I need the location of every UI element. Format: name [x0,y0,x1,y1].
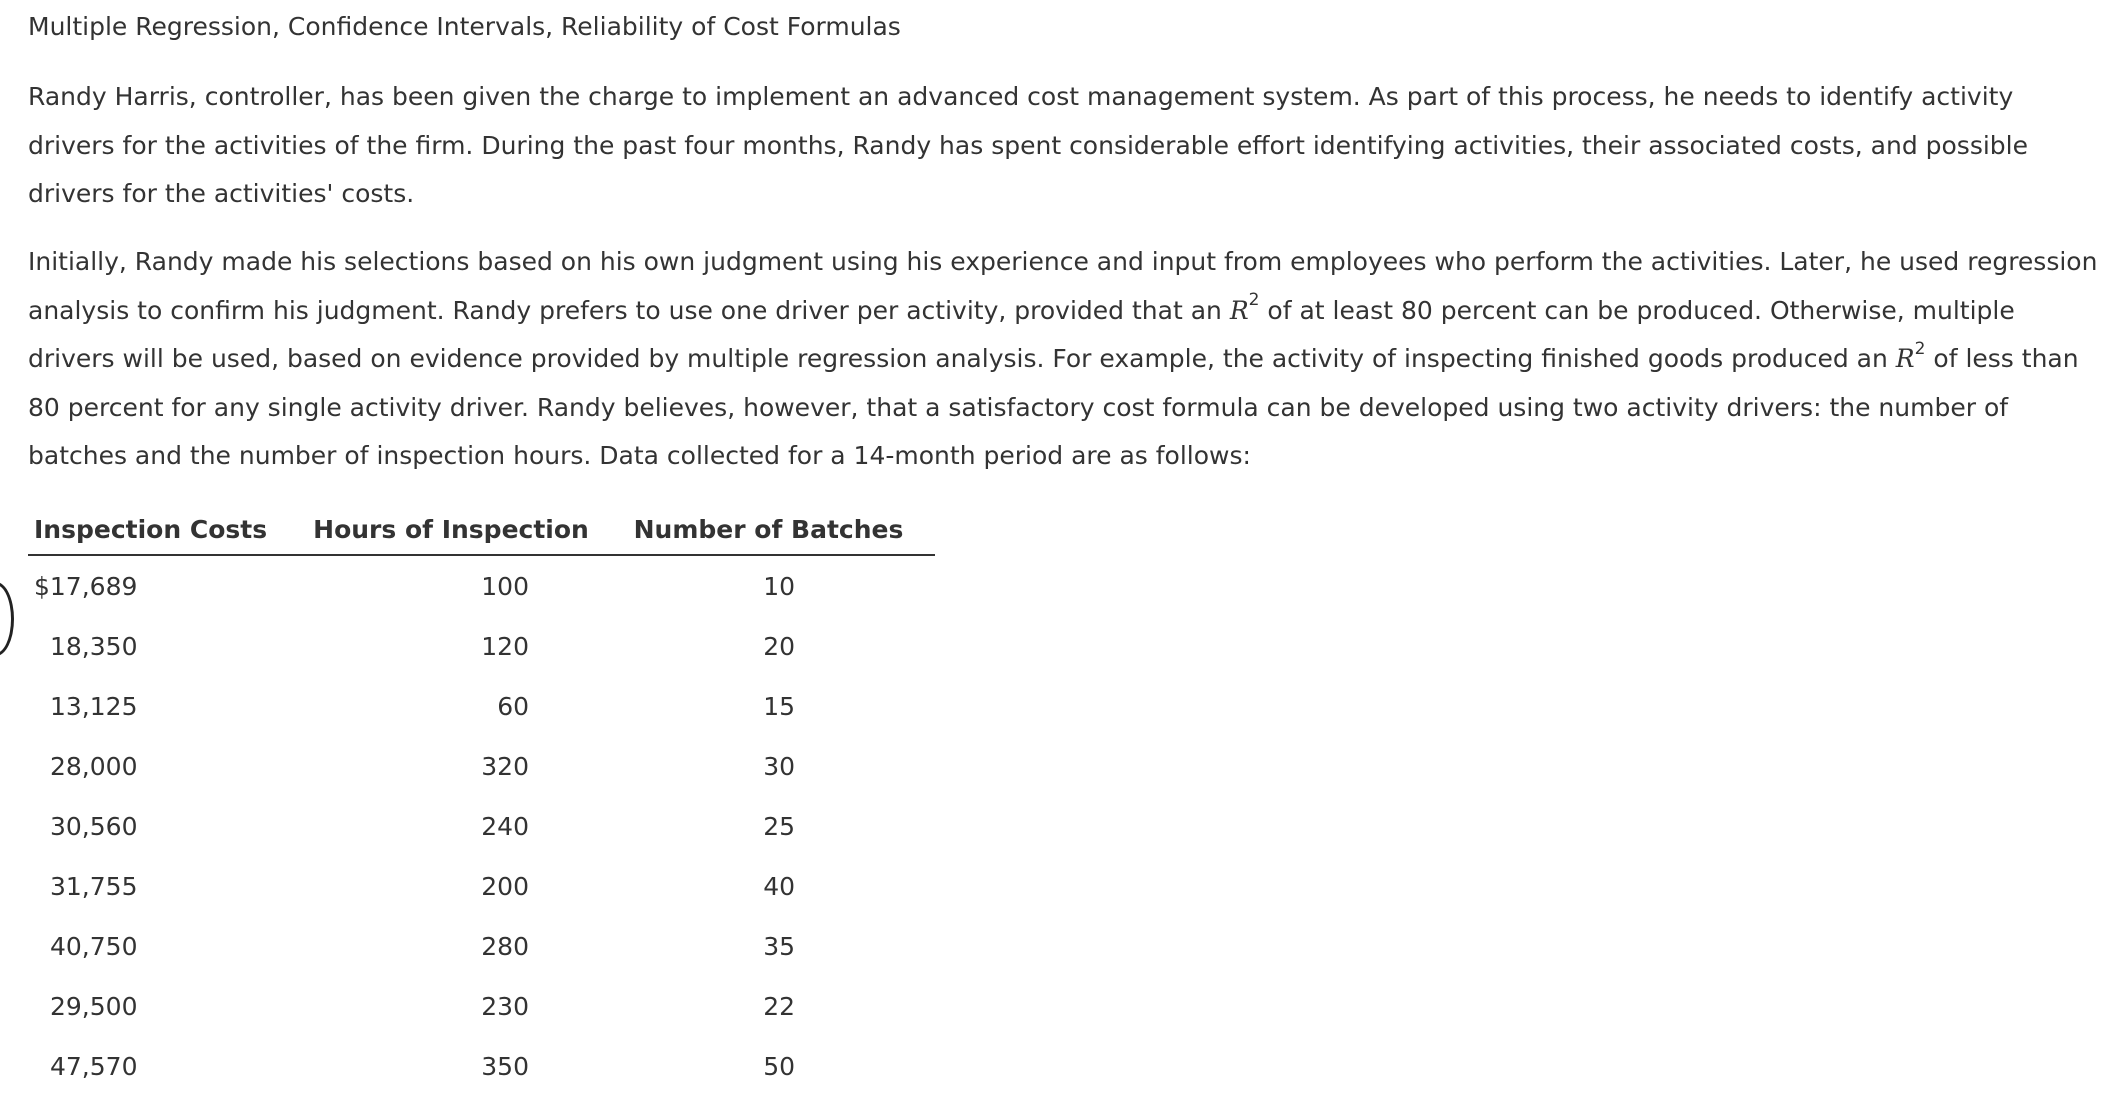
r-symbol: R [1895,344,1915,373]
cell-hours-of-inspection: 200 [481,871,529,901]
cell-inspection-cost: 29,500 [50,991,138,1021]
superscript-2: 2 [1914,338,1926,359]
cell-hours-of-inspection: 320 [481,751,529,781]
cell-inspection-cost: $17,689 [34,571,138,601]
table-row [28,916,935,976]
table-row [28,736,935,796]
paragraph-text-1: Initially, Randy made his selections based on his own judgment using his experience and input from employees who perform the activities. Later, he used regression analysis to confirm his judgment. Randy prefers to use one driver per activity, provided that an [28,247,2098,325]
inspection-data-table [28,498,935,1096]
cell-inspection-cost: 40,750 [50,931,138,961]
table-row [28,616,935,676]
header-number-of-batches: Number of Batches [602,498,935,555]
table-row [28,555,935,616]
table-row [28,976,935,1036]
paragraph-text-2: of at least 80 percent can be produced. Otherwise, multiple drivers will be used, based on evidence provided by multiple regression analysis. For example, the activity of inspecting finished goods produced an [28,295,2015,373]
paragraph-text-3: of less than 80 percent for any single activity driver. Randy believes, however, that a satisfactory cost formula can be developed using two activity drivers: the number of batches and the number of inspection hours. Data collected for a 14-month period are as follows: [28,344,2079,470]
cell-number-of-batches: 35 [763,931,795,961]
cell-inspection-cost: 28,000 [50,751,138,781]
cell-number-of-batches: 22 [763,991,795,1021]
r-symbol: R [1229,295,1249,325]
cell-inspection-cost: 31,755 [50,871,138,901]
cell-hours-of-inspection: 350 [481,1051,529,1081]
cell-inspection-cost: 30,560 [50,811,138,841]
cell-number-of-batches: 15 [763,691,795,721]
cell-number-of-batches: 50 [763,1051,795,1081]
cell-hours-of-inspection: 100 [481,571,529,601]
data-table-wrapper [28,498,935,1096]
table-header-row [28,498,935,555]
radio-circle-partial [0,582,14,656]
cell-hours-of-inspection: 240 [481,811,529,841]
problem-title: Multiple Regression, Confidence Intervals, Reliability of Cost Formulas [28,12,901,41]
cell-number-of-batches: 30 [763,751,795,781]
cell-number-of-batches: 40 [763,871,795,901]
intro-paragraph: Randy Harris, controller, has been given the charge to implement an advanced cost management system. As part of this process, he needs to identify activity drivers for the activities of the firm. During the past four months, Randy has spent considerable effort identifying activities, their associated costs, and possible drivers for the activities' costs. [28,82,2028,208]
cell-hours-of-inspection: 60 [497,691,529,721]
cell-hours-of-inspection: 120 [481,631,529,661]
table-row [28,856,935,916]
cell-inspection-cost: 47,570 [50,1051,138,1081]
table-row [28,796,935,856]
header-hours-of-inspection: Hours of Inspection [300,498,602,555]
cell-hours-of-inspection: 280 [481,931,529,961]
header-inspection-costs: Inspection Costs [28,498,300,555]
cell-number-of-batches: 25 [763,811,795,841]
table-row [28,1036,935,1096]
table-row [28,676,935,736]
cell-number-of-batches: 20 [763,631,795,661]
cell-hours-of-inspection: 230 [481,991,529,1021]
cell-inspection-cost: 18,350 [50,631,138,661]
regression-paragraph [28,238,2098,481]
cell-inspection-cost: 13,125 [50,691,138,721]
cell-number-of-batches: 10 [763,571,795,601]
superscript-2: 2 [1248,290,1260,311]
